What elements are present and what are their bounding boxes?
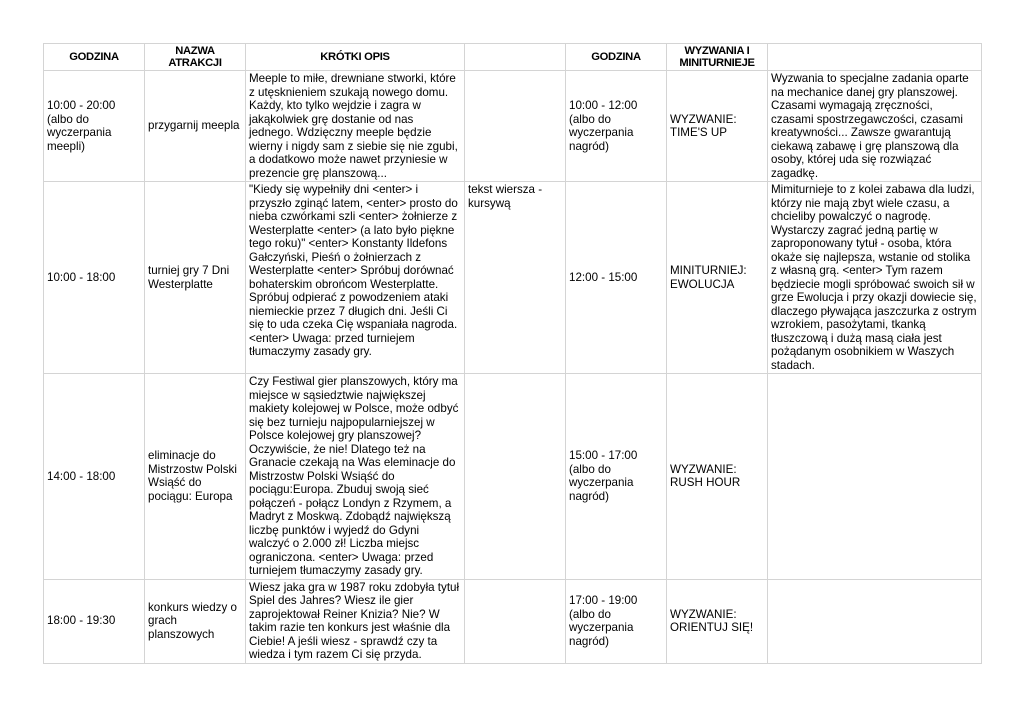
header-empty	[465, 44, 566, 71]
header-empty-2	[768, 44, 982, 71]
cell-opis-2: Wyzwania to specjalne zadania oparte na mechanice danej gry planszowej. Czasami wymagają zręczności, czasami spostrzegawczości, czasami kreatywności... Zawsze gwarantują ciekawą zabawę i grę planszową dla osoby, której uda się rozwiązać zagadkę.	[768, 71, 982, 182]
cell-wyzwanie: WYZWANIE: ORIENTUJ SIĘ!	[667, 579, 768, 663]
header-wyzwania: WYZWANIA I MINITURNIEJE	[667, 44, 768, 71]
cell-opis-2: Mimiturnieje to z kolei zabawa dla ludzi, którzy nie mają zbyt wiele czasu, a chcieliby powalczyć o nagrodę. Wystarczy zagrać jedną partię w zaproponowany tytuł - osoba, która okaże się najlepsza, wstanie od stolika z własną grą. <enter> Tym razem będziecie mogli spróbować swoich sił w grze Ewolucja i przy okazji dowiecie się, dlaczego pływająca jaszczurka z ostrym wzrokiem, pasożytami, tkanką tłuszczową i dużą masą ciała jest pożądanym osobnikiem w Waszych stadach.	[768, 182, 982, 374]
header-godzina-2: GODZINA	[566, 44, 667, 71]
header-godzina: GODZINA	[44, 44, 145, 71]
cell-godzina-2: 10:00 - 12:00 (albo do wyczerpania nagród)	[566, 71, 667, 182]
cell-extra	[465, 579, 566, 663]
cell-godzina-2: 17:00 - 19:00 (albo do wyczerpania nagród)	[566, 579, 667, 663]
cell-opis: Meeple to miłe, drewniane stworki, które z utęsknieniem szukają nowego domu. Każdy, kto tylko wejdzie i zagra w jakąkolwiek grę dostanie od nas jednego. Wdzięczny meeple będzie wierny i nigdy sam z siebie się nie zgubi, a dodatkowo może nawet przyniesie w prezencie grę planszową...	[246, 71, 465, 182]
cell-extra: tekst wiersza - kursywą	[465, 182, 566, 374]
cell-godzina: 10:00 - 20:00 (albo do wyczerpania meepli)	[44, 71, 145, 182]
cell-godzina: 10:00 - 18:00	[44, 182, 145, 374]
cell-wyzwanie: MINITURNIEJ: EWOLUCJA	[667, 182, 768, 374]
schedule-table	[43, 43, 982, 664]
cell-godzina-2: 15:00 - 17:00 (albo do wyczerpania nagród)	[566, 374, 667, 580]
cell-godzina: 18:00 - 19:30	[44, 579, 145, 663]
cell-atrakcja: konkurs wiedzy o grach planszowych	[145, 579, 246, 663]
cell-opis: Wiesz jaka gra w 1987 roku zdobyła tytuł Spiel des Jahres? Wiesz ile gier zaprojektował Reiner Knizia? Nie? W takim razie ten konkurs jest właśnie dla Ciebie! A jeśli wiesz - sprawdź czy ta wiedza i tym razem Ci się przyda.	[246, 579, 465, 663]
header-krotki-opis: KRÓTKI OPIS	[246, 44, 465, 71]
cell-opis: "Kiedy się wypełniły dni <enter> i przyszło zginąć latem, <enter> prosto do nieba czwórkami szli <enter> żołnierze z Westerplatte <enter> (a lato było piękne tego roku)" <enter> Konstanty Ildefons Gałczyński, Pieśń o żołnierzach z Westerplatte <enter> Spróbuj dorównać bohaterskim obrońcom Westerplatte. Spróbuj odpierać z powodzeniem ataki niemieckie przez 7 długich dni. Jeśli Ci się to uda czeka Cię wspaniała nagroda. <enter> Uwaga: przed turniejem tłumaczymy zasady gry.	[246, 182, 465, 374]
cell-wyzwanie: WYZWANIE: RUSH HOUR	[667, 374, 768, 580]
cell-atrakcja: przygarnij meepla	[145, 71, 246, 182]
cell-extra	[465, 374, 566, 580]
header-nazwa-atrakcji: NAZWA ATRAKCJI	[145, 44, 246, 71]
cell-opis-2	[768, 579, 982, 663]
cell-atrakcja: eliminacje do Mistrzostw Polski Wsiąść do pociągu: Europa	[145, 374, 246, 580]
cell-godzina-2: 12:00 - 15:00	[566, 182, 667, 374]
table-row	[44, 579, 982, 663]
cell-extra	[465, 71, 566, 182]
table-row	[44, 71, 982, 182]
cell-atrakcja: turniej gry 7 Dni Westerplatte	[145, 182, 246, 374]
cell-opis: Czy Festiwal gier planszowych, który ma miejsce w sąsiedztwie największej makiety kolejowej w Polsce, może odbyć się bez turnieju najpopularniejszej w Polsce kolejowej gry planszowej? Oczywiście, że nie! Dlatego też na Granacie czekają na Was eleminacje do Mistrzostw Polski Wsiąść do pociągu:Europa. Zbuduj swoją sieć połączeń - połącz Londyn z Rzymem, a Madryt z Moskwą. Zdobądź największą liczbę punktów i wyjedź do Gdyni walczyć o 2.000 zł! Liczba miejsc ograniczona. <enter> Uwaga: przed turniejem tłumaczymy zasady gry.	[246, 374, 465, 580]
cell-opis-2	[768, 374, 982, 580]
table-row	[44, 182, 982, 374]
cell-godzina: 14:00 - 18:00	[44, 374, 145, 580]
cell-wyzwanie: WYZWANIE: TIME'S UP	[667, 71, 768, 182]
table-row	[44, 374, 982, 580]
header-row	[44, 44, 982, 71]
